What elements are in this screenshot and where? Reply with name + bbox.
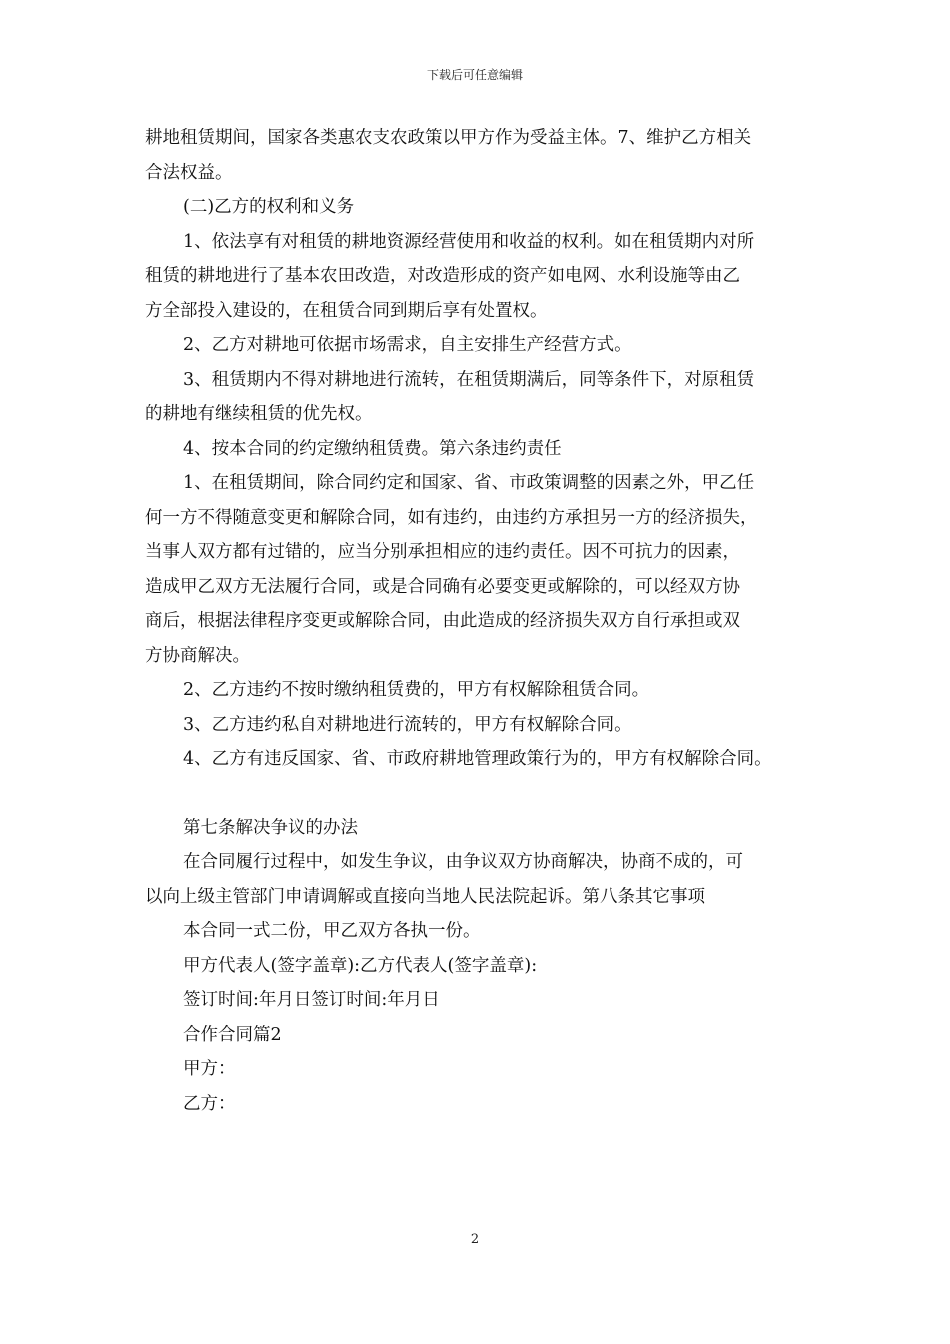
section-heading: 第七条解决争议的办法 [183,817,358,838]
signature-line: 甲方代表人(签字盖章):乙方代表人(签字盖章): [183,955,538,976]
paragraph-line: 2、乙方违约不按时缴纳租赁费的，甲方有权解除租赁合同。 [183,680,650,700]
paragraph-line: 4、乙方有违反国家、省、市政府耕地管理政策行为的，甲方有权解除合同。 [183,749,772,769]
paragraph-gap [145,777,825,811]
party-a-line: 甲方： [183,1059,236,1079]
paragraph-line: 当事人双方都有过错的，应当分别承担相应的违约责任。因不可抗力的因素， [145,542,740,562]
section-heading: (二)乙方的权利和义务 [183,197,355,217]
date-line: 签订时间:年月日签订时间:年月日 [183,990,440,1010]
paragraph-line: 合法权益。 [145,162,233,183]
paragraph-line: 租赁的耕地进行了基本农田改造，对改造形成的资产如电网、水利设施等由乙 [145,266,740,286]
paragraph-line: 方协商解决。 [145,645,250,666]
paragraph-line: 造成甲乙双方无法履行合同，或是合同确有必要变更或解除的，可以经双方协 [145,576,740,597]
paragraph-line: 4、按本合同的约定缴纳租赁费。第六条违约责任 [183,438,562,459]
paragraph-line: 商后，根据法律程序变更或解除合同，由此造成的经济损失双方自行承担或双 [145,611,740,631]
paragraph-line: 方全部投入建设的，在租赁合同到期后享有处置权。 [145,300,548,321]
page-number: 2 [470,1232,480,1247]
section-heading: 合作合同篇2 [183,1024,282,1045]
paragraph-line: 耕地租赁期间，国家各类惠农支农政策以甲方作为受益主体。7、维护乙方相关 [145,128,752,148]
paragraph-line: 以向上级主管部门申请调解或直接向当地人民法院起诉。第八条其它事项 [145,886,705,907]
paragraph-line: 何一方不得随意变更和解除合同，如有违约，由违约方承担另一方的经济损失， [145,507,758,528]
page-header: 下载后可任意编辑 [426,68,523,82]
paragraph-line: 1、在租赁期间，除合同约定和国家、省、市政策调整的因素之外，甲乙任 [183,473,755,493]
party-b-line: 乙方： [183,1093,236,1114]
paragraph-line: 1、依法享有对租赁的耕地资源经营使用和收益的权利。如在租赁期内对所 [183,231,755,252]
paragraph-line: 3、租赁期内不得对耕地进行流转，在租赁期满后，同等条件下，对原租赁 [183,369,755,390]
paragraph-line: 的耕地有继续租赁的优先权。 [145,404,373,424]
paragraph-line: 在合同履行过程中，如发生争议，由争议双方协商解决，协商不成的，可 [183,852,743,872]
paragraph-line: 2、乙方对耕地可依据市场需求，自主安排生产经营方式。 [183,335,632,355]
paragraph-line: 3、乙方违约私自对耕地进行流转的，甲方有权解除合同。 [183,714,632,735]
document-body [145,121,825,1121]
paragraph-line: 本合同一式二份，甲乙双方各执一份。 [183,921,481,941]
